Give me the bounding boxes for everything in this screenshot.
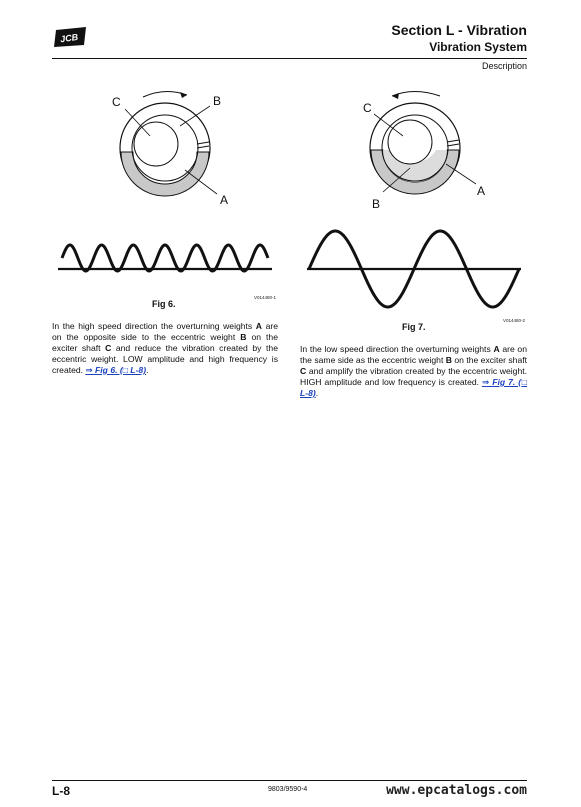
section-subtitle: Vibration System [429, 40, 527, 54]
fig6-caption: Fig 6. [152, 299, 176, 309]
paragraph-low-speed: In the low speed direction the overturning weights A are on the same side as the eccentric weight B on the exciter shaft C and amplify the vibration created by the eccentric weight. HIGH amplitude and low frequency is created. ⇒ Fig 7. (□ L-8). [300, 344, 527, 398]
fig6-wave-diagram [56, 238, 276, 292]
fig7-rotor-diagram [348, 84, 498, 209]
description-label: Description [481, 61, 527, 71]
fig7-link[interactable]: ⇒ Fig 7. (□ L-8) [300, 377, 527, 398]
fig6-label-c: C [112, 95, 121, 109]
watermark: www.epcatalogs.com [386, 783, 527, 798]
fig6-rotor-diagram [95, 84, 245, 209]
fig6-label-a: A [220, 193, 229, 207]
fig6-code: V014480-1 [254, 295, 277, 300]
fig6-link[interactable]: ⇒ Fig 6. (□ L-8) [85, 365, 147, 375]
fig7-label-a: A [477, 184, 486, 198]
jcb-logo [52, 26, 88, 48]
document-code: 9803/9590-4 [268, 786, 308, 793]
fig7-caption: Fig 7. [402, 322, 426, 332]
section-title: Section L - Vibration [391, 22, 527, 38]
fig6-waveform [62, 245, 268, 271]
header-rule [52, 58, 527, 59]
rotation-arrow-icon [392, 92, 440, 97]
logo-text: JCB [59, 31, 79, 45]
page-number: L-8 [52, 784, 70, 798]
fig7-label-b: B [372, 197, 381, 209]
fig7-code: V014480-2 [503, 318, 526, 323]
fig6-label-b: B [213, 94, 222, 108]
fig7-wave-diagram [305, 224, 525, 316]
fig7-label-c: C [363, 101, 372, 115]
footer-rule [52, 780, 527, 781]
paragraph-high-speed: In the high speed direction the overturning weights A are on the opposite side to the eccentric weight B on the exciter shaft C and reduce the vibration created by the eccentric weight. LOW amplitude and high frequency is created. ⇒ Fig 6. (□ L-8). [52, 321, 278, 375]
